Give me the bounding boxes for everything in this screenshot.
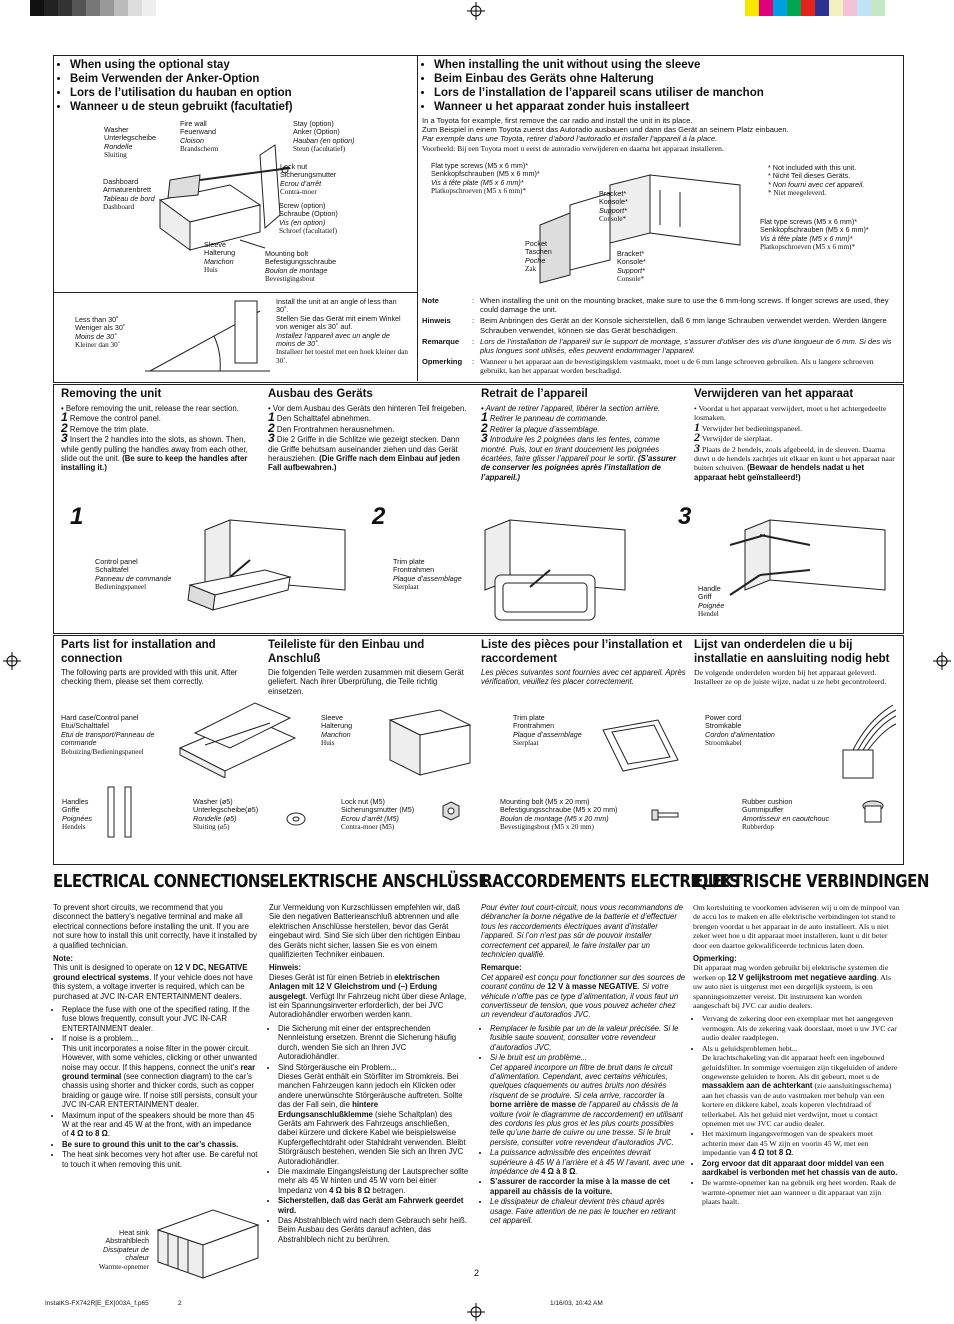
registration-mark-icon (3, 652, 21, 670)
label-pocket: Pocket Taschen Poche Zak (525, 239, 552, 274)
electrical-fr: Pour éviter tout court-circuit, nous vous recommandons de débrancher la borne négative de la batterie et d’effectuer tous les raccordements électriques avant d’installer l’appareil. Si l’on n’est pas sûr de pouvoir installer correctement cet appareil, le faire installer par un technicien qualifié. Remarque: Cet appareil est conçu pour fonctionner sur des sources de courant continu de 12 V à masse NEGATIVE. Si votre véhicule n’offre pas ce type d’alimentation, il vous faut un convertisseur de tension, que vous pouvez acheter chez un revendeur d’autoradios JVC. • Remplacer le fusible par un de la valeur précisée. Si le fusible saute souvent, consulter votre revendeur d’autoradios JVC. • Si le bruit est un problème... Cet appareil incorpore un filtre de bruit dans le circuit d’alimentation. Cependant, avec certains véhicules, quelques claquements ou autres bruits non désirés risquent de se produire. Si cela arrive, raccorder la borne arrière de masse de l’appareil au châssis de la voiture (voir le diagramme de raccordement) en utilisant des cordons les plus gros et les plus courts possibles telle qu’une barre de cuivre ou une tresse. Si le bruit persiste, consulter votre revendeur d’autoradios JVC. • La puissance admissible des enceintes devrait supérieure à 45 W à l’arrière et à 45 W l’avant, avec une impédance de 4 Ω à 8 Ω. • S’assurer de raccorder la mise à la masse de cet appareil au châssis de la voiture. • Le dissipateur de chaleur devient très chaud après usage. Faire attention de ne pas le toucher en retirant cet appareil. (481, 903, 686, 1226)
heat-sink-illustration (153, 1200, 263, 1280)
sleeve-part-illustration (385, 705, 475, 780)
stay-heading-list: • When using the optional stay • Beim Verwenden der Anker-Option • Lors de l’utilisation du hauban en option • Wanneer u de steun gebruikt (facultatief) (56, 58, 425, 114)
parts-fr: Liste des pièces pour l’installation et raccordement Les pièces suivantes sont fournies avec cet appareil. Après vérification, veuillez les placer correctement. (481, 639, 686, 687)
label-flat-screws-2: Flat type screws (M5 x 6 mm)* Senkkopfschrauben (M5 x 6 mm)* Vis à tête plate (M5 x 6 mm)* Platkopschroeven (M5 x 6 mm)* (760, 217, 869, 252)
heading-electrical-connections: ELECTRICAL CONNECTIONS (53, 872, 271, 892)
not-included-note: * Not included with this unit. * Nicht Teil dieses Geräts. * Non fourni avec cet appareil. * Niet meegeleverd. (768, 163, 865, 198)
divider (53, 292, 417, 293)
step3-illustration (720, 515, 895, 625)
footer-page: 2 (178, 1300, 182, 1307)
label-firewall: Fire wall Feuerwand Cloison Brandscherm (180, 119, 219, 154)
label-locknut-part: Lock nut (M5) Sicherungsmutter (M5) Ecrou d’arrêt (M5) Contra-moer (M5) (341, 797, 415, 832)
electrical-nl: Om kortsluiting te voorkomen adviseren wij u om de minpool van de accu los te maken en alle elektrische verbindingen tot stand te brengen voordat u het apparaat in de auto installeert. Als u niet zeker weet hoe u dit apparaat moet installeren, kunt u dit beter door een daartoe gekwalificeerde technicus laten doen. Opmerking: Dit apparaat mag worden gebruikt bij elektrische systemen die werken op 12 V gelijkstroom met negatieve aarding. Als uw auto niet is uitgerust met een dergelijk systeem, is een spanningsomzetter vereist. Dit instrument kan worden aangeschaft bij JVC car audio dealers. • Vervang de zekering door een exemplaar met het aangegeven vermogen. Als de zekering vaak doorslaat, moet u uw JVC car audio dealer raadplegen. • Als u geluidsproblemen hebt... De krachtschakeling van dit apparaat heeft een ingebouwd geluidsfilter. In sommige voertuigen zijn tikgeluiden of andere ongewenste geluiden te horen. Als dit gebeurt, moet u de massaklem aan de achterkant (zie aansluitingsschema) aan het chassis van de auto vastmaken met behulp van een kortere en dikkere kabel, zoals koperen vlechtdraad of tellerkabel. Als het geluid niet verdwijnt, moet u contact opnemen met uw JVC car audio dealer. • Het maximum ingangsvermogen van de speakers moet achterin meer dan 45 W zijn en voorin 45 W, met een impedantie van 4 Ω tot 8 Ω. • Zorg ervoor dat dit apparaat door middel van een aardkabel is verbonden met het chassis van de auto. • De warmte-opnemer kan na gebruik erg heet worden. Raak de warmte-opnemer niet aan wanneer u dit apparaat van zijn plaats haalt. (693, 903, 900, 1208)
label-screw: Screw (option) Schraube (Option) Vis (en option) Schroef (facultatief) (279, 201, 338, 236)
label-stay: Stay (option) Anker (Option) Hauban (en option) Steun (facultatief) (293, 119, 355, 154)
label-sleeve-part: Sleeve Halterung Manchon Huis (321, 713, 353, 748)
heading-elektrische-verbindingen: ELEKTRISCHE VERBINDINGEN (693, 872, 929, 892)
registration-mark-icon (467, 2, 485, 20)
label-sleeve: Sleeve Halterung Manchon Huis (204, 240, 236, 275)
step2-illustration (460, 515, 630, 625)
electrical-de: Zur Vermeidung von Kurzschlüssen empfehlen wir, daß Sie den negativen Batterieanschluß abtrennen und alle elektrischen Anschlüsse herstellen, bevor das Gerät eingebaut wird. Sind Sie sich über den richtigen Einbau des Geräts nicht sicher, lassen Sie es von einem qualifizierten Techniker einbauen. Hinweis: Dieses Gerät ist für einen Betrieb in elektrischen Anlagen mit 12 V Gleichstrom und (–) Erdung ausgelegt. Verfügt Ihr Fahrzeug nicht über diese Anlage, ist ein Spannungsinverter erforderlich, der bei JVC Autoradiohändler erworben werden kann. • Die Sicherung mit einer der entsprechenden Nennleistung ersetzen. Brennt die Sicherung häufig durch, wenden Sie sich an Ihren JVC Autoradiohändler. • Sind Störgeräusche ein Problem... Dieses Gerät enthält ein Störfilter im Stromkreis. Bei manchen Fahrzeugen kann jedoch ein Klicken oder andere unerwünschte Störgeräusche auftreten. Sollte das der Fall sein, die hintere Erdungsanschlußklemme (siehe Schaltplan) des Geräts am Fahrwerk des Fahrzeugs anschließen, dabei kürzere und dickere Kabel wie beispielsweise Kupfergeflechtdraht oder Stahldraht verwenden. Bleibt Störgräusch bestehen, wenden Sie sich an Ihren JVC Autoradiohändler. • Die maximale Eingangsleistung der Lautsprecher sollte mehr als 45 W hinten und 45 W vorn bei einer Impedanz von 4 Ω bis 8 Ω betragen. • Sicherstellen, daß das Gerät am Fahrwerk geerdet wird. • Das Abstrahlblech wird nach dem Gebrauch sehr heiß. Beim Ausbau des Geräts darauf achten, das Abstrahlblech nicht zu berühren. (269, 903, 469, 1245)
angle-instruction: Install the unit at an angle of less than 30˚. Stellen Sie das Gerät mit einem Winkel von weniger als 30˚ auf. Installez l’appareil avec un angle de moins de 30˚. Installeer het toestel met een hoek kleiner dan 30˚. (276, 297, 408, 365)
step1-illustration (180, 515, 350, 625)
removing-de: Ausbau des Geräts • Vor dem Ausbau des Geräts den hinteren Teil freigeben. 1 Den Schalttafel abnehmen. 2 Den Frontrahmen herausnehmen. 3 Die 2 Griffe in die Schlitze wie gezeigt stecken. Dann die Griffe behutsam auseinander ziehen und das Gerät herausziehen. (Die Griffe nach dem Einbau auf jeden Fall aufbewahren.) (268, 388, 467, 473)
removing-fr: Retrait de l’appareil • Avant de retirer l’appareil, libérer la section arrière. 1 Retirer le panneau de commande. 2 Retirer la plaque d’assemblage. 3 Introduire les 2 poignées dans les fentes, comme montré. Puis, tout en tirant doucement les poignées écartées, faire glisser l’appareil pour le sortir. (S’assurer de conserver les poignées après l’installation de l’appareil.) (481, 388, 677, 482)
sleeve-heading-list: • When installing the unit without using the sleeve • Beim Einbau des Geräts ohne Halterung • Lors de l’installation de l’appareil scans utiliser de manchon • Wanneer u het apparaat zonder huis installeert (420, 58, 914, 114)
label-bracket-2: Bracket* Konsole* Support* Console* (617, 249, 646, 284)
parts-en: Parts list for installation and connection The following parts are provided with this unit. After checking them, please set them correctly. (61, 639, 238, 687)
screw-notes: Note : When installing the unit on the mounting bracket, make sure to use the 6 mm-long screws. If longer screws are used, they could damage the unit. Hinweis : Beim Anbringen des Gerät an der Konsole sicherstellen, daß 6 mm lange Schrauben verwendet werden. Werden längere Schrauben verwendet, können sie das Gerät beschädigen. Remarque : Lors de l’installation de l’appareil sur le support de montage, s’assurer d’utiliser des vis d’une longueur de 6 mm. Si des vis plus longues sont utilisés, elles peuvent endommager l’appareil. Opmerking : Wanneer u het apparaat aan de bevestigingsklem vastmaakt, moet u de 6 mm lange schroeven gebruiken. Als u langere schroeven gebruikt, kan het apparaat worden beschadigd. (422, 296, 892, 376)
label-flat-screws-1: Flat type screws (M5 x 6 mm)* Senkkopfschrauben (M5 x 6 mm)* Vis à tête plate (M5 x 6 mm)* Platkopschroeven (M5 x 6 mm)* (431, 161, 540, 196)
registration-mark-icon (933, 652, 951, 670)
label-locknut: Lock nut Sicherungsmutter Ecrou d’arrêt Contra-moer (280, 162, 337, 197)
electrical-en: To prevent short circuits, we recommend that you disconnect the battery’s negative terminal and make all electrical connections before installing the unit. If you are not sure how to install this unit correctly, have it installed by a qualified technician. Note: This unit is designed to operate on 12 V DC, NEGATIVE ground electrical systems. If your vehicle does not have this system, a voltage inverter is required, which can be purchased at JVC IN-CAR ENTERTAINMENT dealers. • Replace the fuse with one of the specified rating. If the fuse blows frequently, consult your JVC IN-CAR ENTERTAINMENT dealer. • If noise is a problem... This unit incorporates a noise filter in the power circuit. However, with some vehicles, clicking or other unwanted noise may occur. If this happens, connect the unit’s rear ground terminal (see connection diagram) to the car’s chassis using shorter and thicker cords, such as copper braiding or gauge wire. If noise still persists, consult your JVC IN-CAR ENTERTAINMENT dealer. • Maximum input of the speakers should be more than 45 W at the rear and 45 W at the front, with an impedance of 4 Ω to 8 Ω. • Be sure to ground this unit to the car’s chassis. • The heat sink becomes very hot after use. Be careful not to touch it when removing this unit. (53, 903, 260, 1170)
label-handles: Handles Griffe Poignées Hendels (62, 797, 92, 832)
step-number-3: 3 (678, 503, 692, 530)
parts-de: Teileliste für den Einbau und Anschluß Die folgenden Teile werden zusammen mit diesem Gerät geliefert. Nach ihrer Überprüfung, die Teile richtig einsetzen. (268, 639, 464, 696)
label-trim-part: Trim plate Frontrahmen Plaque d’assemblage Sierplaat (513, 713, 582, 748)
label-trim-plate: Trim plate Frontrahmen Plaque d’assemblage Sierplaat (393, 557, 462, 592)
bolt-illustration (650, 808, 680, 822)
trimplate-part-illustration (598, 715, 683, 775)
label-bolt-part: Mounting bolt (M5 x 20 mm) Befestigungsschraube (M5 x 20 mm) Boulon de montage (M5 x 20 mm) Bevestigingsbout (M5 x 20 mm) (500, 797, 618, 832)
label-washer: Washer Unterlegscheibe Rondelle Sluiting (104, 125, 156, 160)
step-number-1: 1 (70, 503, 84, 530)
label-hardcase: Hard case/Control panel Etui/Schalttafel Etui de transport/Panneau de commande Behuizing/Bedieningspaneel (61, 713, 155, 756)
label-bracket-1: Bracket* Konsole* Support* Console* (599, 189, 628, 224)
removing-nl: Verwijderen van het apparaat • Voordat u het apparaat verwijdert, moet u het achtergedeelte losmaken. 1 Verwijder het bedieningspaneel. 2 Verwijder de sierplaat. 3 Plaats de 2 hendels, zoals afgebeeld, in de sleuven. Daarna duwt u de hendels zachtjes uit elkaar en kunt u het apparaat naar buiten schuiven. (Bewaar de hendels nadat u het apparaat hebt geïnstalleerd!) (694, 388, 895, 482)
footer-filename: InstalKS-FX742R[E_EX]003A_f.p65 (45, 1300, 149, 1307)
label-washer-part: Washer (ø5) Unterlegscheibe(ø5) Rondelle (ø5) Sluiting (ø5) (193, 797, 259, 832)
label-rubber-part: Rubber cushion Gummipuffer Amortisseur en caoutchouc Rubberdop (742, 797, 830, 832)
washer-illustration (285, 808, 307, 830)
registration-mark-icon (467, 1303, 485, 1321)
powercord-illustration (838, 700, 898, 785)
rubber-cushion-illustration (860, 798, 886, 826)
label-control-panel: Control panel Schalttafel Panneau de commande Bedieningspaneel (95, 557, 172, 592)
parts-nl: Lijst van onderdelen die u bij installatie en aansluiting nodig hebt De volgende onderdelen worden bij het apparaat geleverd. Installeer ze op de juiste wijze, nadat u ze hebt gecontroleerd. (694, 639, 890, 687)
hardcase-illustration (175, 693, 300, 778)
heading-elektrische-anschluesse: ELEKTRISCHE ANSCHLÜSSE (269, 872, 489, 892)
footer-date: 1/16/03, 10:42 AM (550, 1300, 603, 1307)
angle-illustration (140, 296, 275, 376)
removing-en: Removing the unit • Before removing the unit, release the rear section. 1 Remove the control panel. 2 Remove the trim plate. 3 Insert the 2 handles into the slots, as shown. Then, while gently pulling the handles away from each other, slide out the unit. (Be sure to keep the handles after installing it.) (61, 388, 248, 473)
sleeve-intro: In a Toyota for example, first remove the car radio and install the unit in its place. Zum Beispiel in einem Toyota zuerst das Autoradio ausbauen und dann das Gerät an seinem Platz einbauen. Par exemple dans une Toyota, retirer d’abord l’autoradio et installer l’appareil à la place. Voorbeeld: Bij een Toyota moet u eerst de autoradio verwijderen en daarna het apparaat installeren. (422, 116, 789, 153)
label-dashboard: Dashboard Armaturenbrett Tableau de bord Dashboard (103, 177, 155, 212)
locknut-illustration (440, 800, 462, 822)
label-heat-sink: Heat sink Abstrahlblech Dissipateur de chaleur Warmte-opnemer (98, 1228, 149, 1271)
handles-illustration (100, 785, 145, 840)
label-less-than-30: Less than 30˚ Weniger als 30˚ Moins de 30˚ Kleiner dan 30˚ (75, 315, 126, 350)
label-power-cord: Power cord Stromkable Cordon d’alimentation Stroomkabel (705, 713, 775, 748)
heading-raccordements-electriques: RACCORDEMENTS ELECTRIQUES (481, 872, 740, 892)
label-mounting-bolt: Mounting bolt Befestigungsschraube Boulon de montage Bevestigingsbout (265, 249, 337, 284)
page-number: 2 (474, 1268, 480, 1278)
step-number-2: 2 (372, 503, 386, 530)
label-handle: Handle Griff Poignée Hendel (698, 584, 725, 619)
